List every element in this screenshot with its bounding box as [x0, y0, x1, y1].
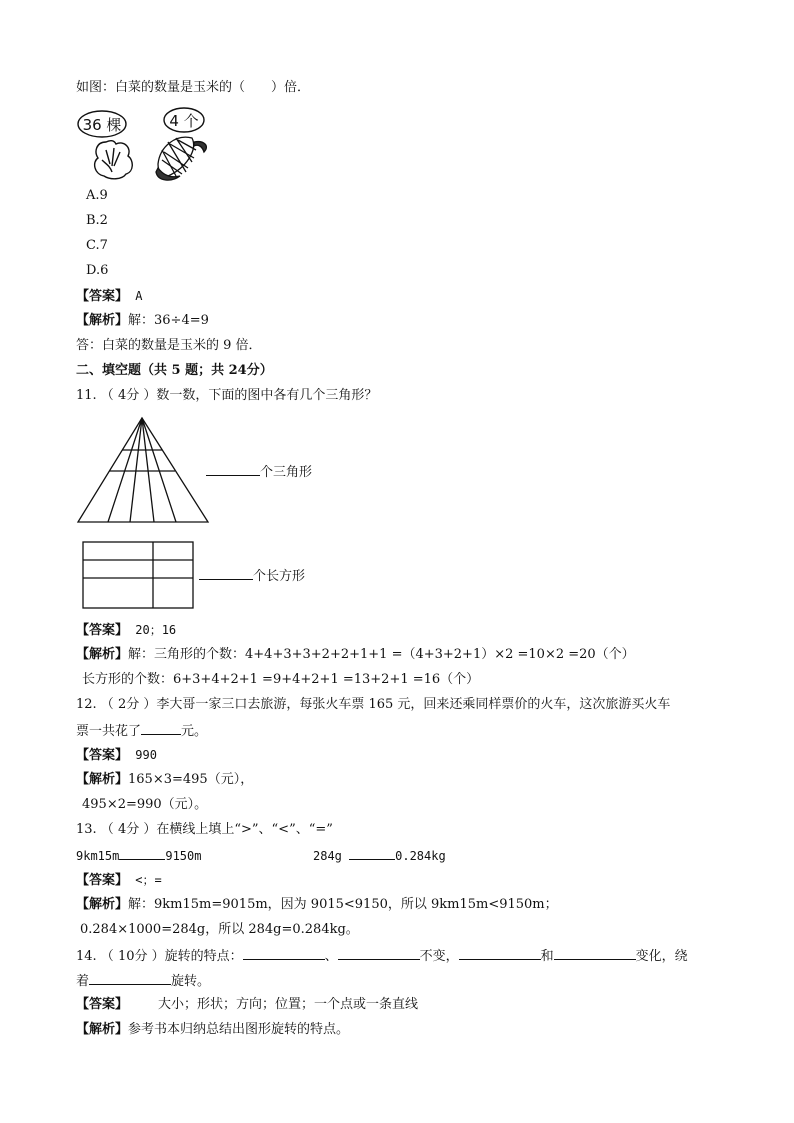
section-title: 二、填空题（共 5 题；共 24分）	[76, 363, 273, 378]
corn-label: 4 个	[169, 112, 199, 130]
triangle-suffix: 个三角形	[260, 465, 313, 480]
q12-stem-post: 元。	[181, 724, 208, 739]
triangle-count-blank[interactable]	[206, 462, 260, 476]
analysis-text: 参考书本归纳总结出图形旋转的特点。	[128, 1022, 350, 1037]
q14-blank-3[interactable]	[459, 946, 541, 960]
q14-blank-4[interactable]	[554, 946, 636, 960]
rect-count-line	[199, 566, 305, 586]
q13-left-compare	[76, 846, 201, 865]
q13-analysis-2: 0.284×1000=284g，所以 284g=0.284kg。	[80, 922, 359, 937]
analysis-tag: 【解析】	[76, 897, 129, 912]
answer-value: 990	[128, 748, 157, 762]
q11-stem: 11. （ 4分 ）数一数，下面的图中各有几个三角形？	[76, 388, 378, 403]
analysis-text: 解：9km15m=9015m，因为 9015<9150，所以 9km15m<9150m；	[128, 897, 558, 912]
q13-right-compare	[313, 846, 446, 865]
corn-icon	[156, 137, 206, 180]
q12-stem-1: 12. （ 2分 ）李大哥一家三口去旅游，每张火车票 165 元，回来还乘同样票价的火车，这次旅游买火车	[76, 697, 671, 712]
rectangle-figure	[82, 541, 194, 609]
answer-tag: 【答案】	[76, 748, 129, 763]
analysis-tag: 【解析】	[76, 1022, 129, 1037]
analysis-tag: 【解析】	[76, 313, 129, 328]
q14-blank-5[interactable]	[89, 971, 171, 985]
q14-stem-pre: 14. （ 10分 ）旋转的特点：	[76, 949, 243, 964]
q11-analysis-line	[76, 646, 635, 664]
q10-answer-line	[76, 287, 142, 306]
q13-right-blank[interactable]	[349, 846, 395, 860]
answer-tag: 【答案】	[76, 997, 129, 1012]
q13-right-a: 284g	[313, 849, 350, 863]
q14-analysis-line	[76, 1021, 349, 1039]
q12-analysis-2: 495×2=990（元）。	[82, 797, 208, 812]
q13-answer-line	[76, 871, 162, 890]
q10-analysis-line	[76, 312, 209, 330]
q10-conclusion: 答：白菜的数量是玉米的 9 倍．	[76, 338, 262, 353]
answer-tag: 【答案】	[76, 623, 129, 638]
option-b: B.2	[86, 213, 108, 228]
cabbage-icon	[95, 141, 133, 179]
q14-stem-2	[76, 971, 210, 991]
rect-suffix: 个长方形	[253, 569, 306, 584]
analysis-text: 解：三角形的个数：4+4+3+3+2+2+1+1 =（4+3+2+1）×2 =10×2 =20（个）	[128, 647, 635, 662]
cabbage-corn-figure	[76, 106, 216, 184]
q14-blank-1[interactable]	[243, 946, 325, 960]
answer-value: <；=	[128, 873, 162, 887]
q14-stem-1	[76, 946, 688, 966]
analysis-text: 165×3=495（元），	[128, 772, 254, 787]
option-a: A.9	[86, 188, 108, 203]
q12-answer-line	[76, 746, 157, 765]
q12-stem-2	[76, 721, 207, 741]
q12-blank[interactable]	[141, 721, 181, 735]
answer-value: 20；16	[128, 623, 177, 637]
q13-left-blank[interactable]	[119, 846, 165, 860]
analysis-tag: 【解析】	[76, 772, 129, 787]
rect-count-blank[interactable]	[199, 566, 253, 580]
analysis-tag: 【解析】	[76, 647, 129, 662]
q14-line2-post: 旋转。	[171, 974, 211, 989]
q14-line2-pre: 着	[76, 974, 90, 989]
q14-blank-2[interactable]	[338, 946, 420, 960]
q10-stem: 如图：白菜的数量是玉米的（ ）倍．	[76, 80, 311, 95]
analysis-text: 解：36÷4=9	[128, 313, 209, 328]
q11-analysis-2: 长方形的个数：6+3+4+2+1 =9+4+2+1 =13+2+1 =16（个）	[82, 672, 480, 687]
q12-analysis-line	[76, 771, 253, 789]
answer-tag: 【答案】	[76, 873, 129, 888]
triangle-count-line	[206, 462, 312, 482]
q14-sep-2: 不变，	[419, 949, 459, 964]
q11-answer-line	[76, 621, 176, 640]
triangle-figure	[76, 416, 210, 524]
q13-left-b: 9150m	[165, 849, 202, 863]
q13-right-b: 0.284kg	[395, 849, 446, 863]
option-d: D.6	[86, 263, 109, 278]
q14-sep-3: 和	[540, 949, 554, 964]
cabbage-label: 36 棵	[82, 116, 122, 134]
option-c: C.7	[86, 238, 108, 253]
answer-value: A	[128, 289, 143, 303]
q14-sep-1: 、	[324, 949, 338, 964]
answer-tag: 【答案】	[76, 289, 129, 304]
q13-left-a: 9km15m	[76, 849, 120, 863]
answer-value: 大小；形状；方向；位置；一个点或一条直线	[158, 997, 419, 1012]
q13-analysis-line	[76, 896, 558, 914]
q12-stem-pre: 票一共花了	[76, 724, 142, 739]
q13-stem: 13. （ 4分 ）在横线上填上“>”、“<”、“=”	[76, 822, 333, 837]
q14-sep-4: 变化，绕	[635, 949, 688, 964]
q14-answer-line	[76, 996, 418, 1014]
